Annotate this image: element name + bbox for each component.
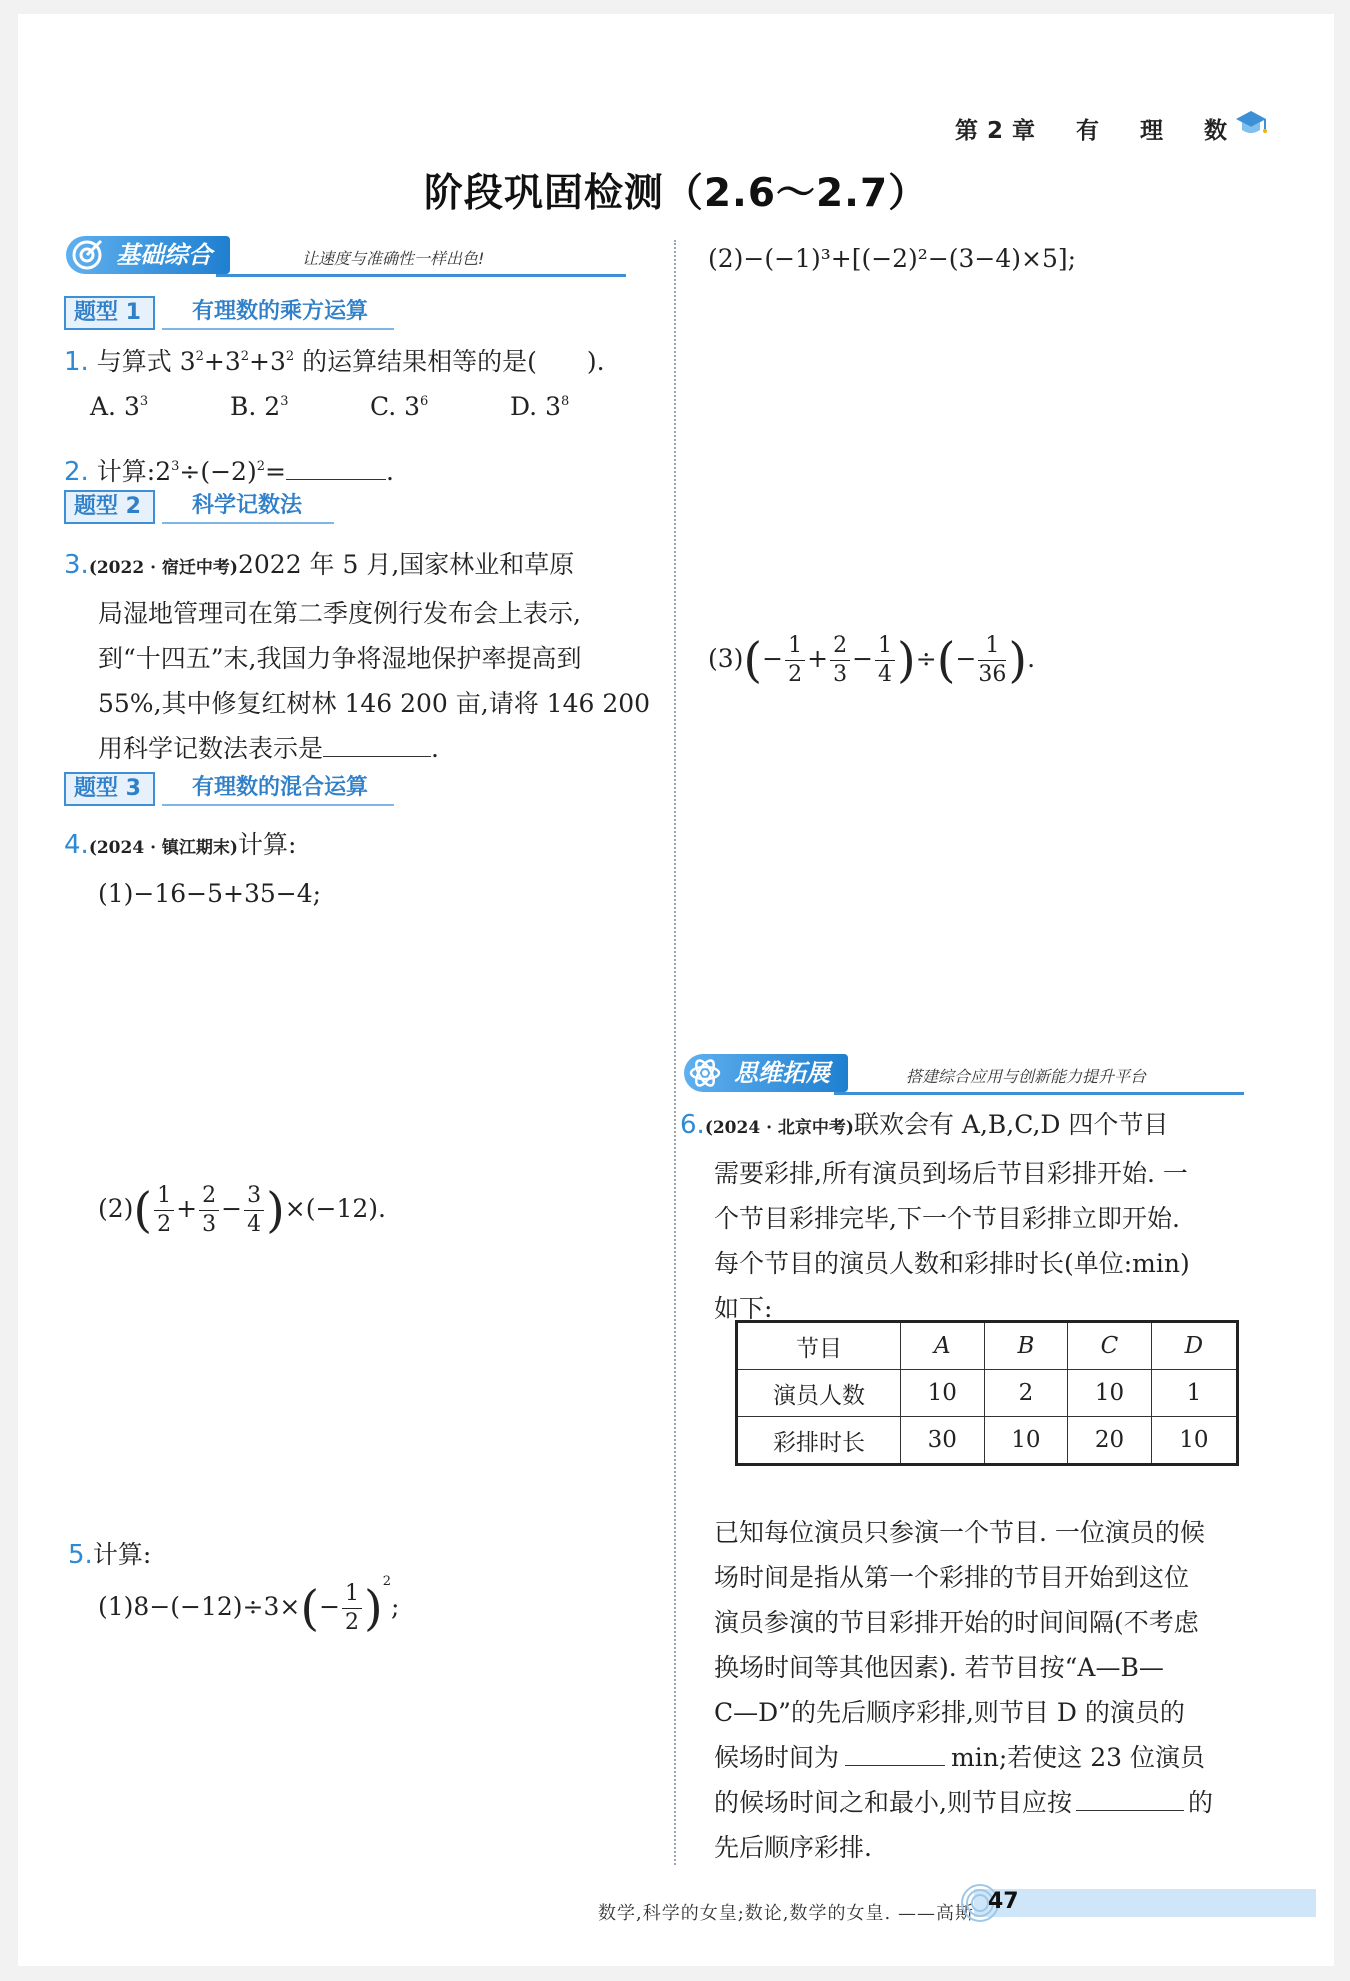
question-number: 4. [64, 830, 89, 860]
table-row [737, 1417, 1238, 1465]
operator: − [319, 1592, 341, 1621]
fraction: $\frac{1}{2}$ [785, 632, 805, 689]
fraction: $\frac{2}{3}$ [830, 632, 850, 689]
question-text: 到“十四五”末,我国力争将湿地保护率提高到 [98, 644, 582, 673]
operator: ÷ [915, 644, 937, 673]
graduation-cap-icon [1234, 106, 1268, 140]
question-text: 与算式 3 [96, 347, 196, 376]
type-label: 有理数的混合运算 [192, 775, 369, 800]
fraction: $\frac{1}{2}$ [154, 1182, 174, 1239]
question-text: 联欢会有 A,B,C,D 四个节目 [853, 1110, 1169, 1139]
option-c[interactable]: C. $3^6$ [370, 392, 429, 421]
table-cell: 10 [984, 1417, 1068, 1465]
footer-quote: 数学,科学的女皇;数论,数学的女皇. ——高斯 [598, 1903, 974, 1924]
question-text: 计算: [237, 830, 297, 859]
question-text: 每个节目的演员人数和彩排时长(单位:min) [714, 1249, 1190, 1278]
sub-question-4-2-right: (2)−(−1)³+[(−2)²−(3−4)×5]; [708, 244, 1077, 273]
semicolon: ; [391, 1592, 400, 1621]
table-cell: A [901, 1322, 985, 1370]
question-text: = [264, 457, 286, 486]
paren-open: ( [300, 1580, 320, 1637]
answer-blank[interactable] [286, 453, 386, 480]
paren-open: ( [133, 1182, 153, 1239]
exponent: 2 [195, 349, 204, 364]
atom-icon [688, 1056, 722, 1090]
paren-close: ) [266, 1182, 285, 1239]
question-text: 先后顺序彩排. [714, 1833, 872, 1862]
question-text: min;若使这 23 位演员 [951, 1743, 1205, 1772]
type-label: 科学记数法 [192, 493, 303, 518]
paren-open: ( [743, 632, 763, 689]
page [18, 14, 1334, 1966]
operator: + [176, 1194, 198, 1223]
target-icon [70, 238, 104, 272]
type-heading-3 [64, 772, 394, 804]
sub-question-5-1 [98, 1574, 399, 1637]
page-title: 阶段巩固检测（2.6～2.7） [423, 171, 929, 216]
question-text: 如下: [714, 1294, 773, 1323]
sub-label: (3) [708, 644, 744, 673]
exponent: 2 [382, 1574, 392, 1589]
sub-label: (2) [98, 1194, 134, 1223]
banner-underline [216, 274, 626, 277]
answer-blank[interactable] [1076, 1784, 1184, 1811]
exponent: 2 [240, 349, 250, 364]
operator: + [807, 644, 829, 673]
question-text: ÷(−2) [179, 457, 257, 486]
question-text: 场时间是指从第一个彩排的节目开始到这位 [714, 1563, 1190, 1592]
expression-head: (1)8−(−12)÷3× [98, 1592, 301, 1621]
exponent: 3 [171, 459, 180, 474]
sub-question-4-2 [98, 1182, 386, 1239]
type-heading-2 [64, 490, 334, 522]
question-number: 3. [64, 550, 89, 580]
question-3 [64, 542, 664, 771]
table-row [737, 1370, 1238, 1417]
table-cell: 2 [984, 1370, 1068, 1417]
fraction: $\frac{2}{3}$ [199, 1182, 219, 1239]
section-tagline: 让速度与准确性一样出色! [302, 249, 485, 268]
type-heading-1 [64, 296, 394, 328]
question-number: 2. [64, 457, 89, 487]
table-cell: 彩排时长 [737, 1417, 901, 1465]
type-underline [162, 522, 334, 524]
question-text: 已知每位演员只参演一个节目. 一位演员的候 [714, 1518, 1205, 1547]
paren-close: ) [364, 1580, 383, 1637]
type-underline [162, 328, 394, 330]
section-banner-basic [66, 236, 626, 276]
question-text: 2022 年 5 月,国家林业和草原 [237, 550, 575, 579]
operator: − [955, 644, 977, 673]
question-source: (2024 · 镇江期末) [88, 838, 238, 858]
table-cell: 10 [1068, 1370, 1152, 1417]
question-text: 的 [1187, 1788, 1213, 1817]
question-text: 的运算结果相等的是( ). [294, 347, 605, 376]
question-text: 计算:2 [96, 457, 172, 486]
question-text: C—D”的先后顺序彩排,则节目 D 的演员的 [714, 1698, 1185, 1727]
option-d[interactable]: D. $3^8$ [510, 392, 570, 421]
column-divider [674, 240, 676, 1865]
question-text: 计算: [92, 1540, 152, 1569]
question-text: 换场时间等其他因素). 若节目按“A—B— [714, 1653, 1164, 1682]
table-header-row [737, 1322, 1238, 1370]
expression-tail: ×(−12). [284, 1194, 386, 1223]
question-text: 用科学记数法表示是 [98, 734, 324, 763]
section-label: 思维拓展 [684, 1054, 848, 1092]
section-banner-extension [684, 1054, 1244, 1094]
type-box: 题型 2 [64, 490, 155, 524]
sub-question-4-3 [708, 632, 1035, 689]
paren-open: ( [936, 632, 956, 689]
section-label: 基础综合 [66, 236, 230, 274]
table-cell: 10 [1151, 1417, 1237, 1465]
type-label: 有理数的乘方运算 [192, 299, 369, 324]
question-4 [64, 822, 654, 916]
table-cell: 10 [901, 1370, 985, 1417]
question-text: 需要彩排,所有演员到场后节目彩排开始. 一 [714, 1159, 1188, 1188]
answer-blank[interactable] [323, 730, 431, 757]
question-1 [64, 334, 654, 385]
question-number: 5. [68, 1540, 93, 1570]
period: . [1027, 644, 1036, 673]
type-box: 题型 1 [64, 296, 155, 330]
fraction: $\frac{1}{2}$ [342, 1580, 362, 1637]
fraction: $\frac{3}{4}$ [244, 1182, 264, 1239]
table-cell: 20 [1068, 1417, 1152, 1465]
option-a[interactable]: A. $3^3$ [90, 392, 149, 421]
table-cell: B [984, 1322, 1068, 1370]
rehearsal-table [735, 1320, 1239, 1466]
option-b[interactable]: B. $2^3$ [230, 392, 289, 421]
question-text: +3 [249, 347, 286, 376]
banner-underline [834, 1092, 1244, 1095]
fraction: $\frac{1}{4}$ [875, 632, 895, 689]
question-2 [64, 444, 654, 495]
question-text: 55%,其中修复红树林 146 200 亩,请将 146 200 [98, 689, 651, 718]
question-text: 演员参演的节目彩排开始的时间间隔(不考虑 [714, 1608, 1199, 1637]
question-text: 的候场时间之和最小,则节目应按 [714, 1788, 1072, 1817]
operator: − [852, 644, 874, 673]
type-underline [162, 804, 394, 806]
table-cell: D [1151, 1322, 1237, 1370]
question-text: +3 [203, 347, 241, 376]
type-box: 题型 3 [64, 772, 155, 806]
exponent: 2 [285, 349, 295, 364]
question-6-continued [714, 1510, 1304, 1870]
table-cell: 1 [1151, 1370, 1237, 1417]
table-cell: 演员人数 [737, 1370, 901, 1417]
table-cell: 节目 [737, 1322, 901, 1370]
table-cell: 30 [901, 1417, 985, 1465]
question-number: 6. [680, 1110, 705, 1140]
question-5 [68, 1532, 658, 1578]
question-6 [680, 1102, 1300, 1331]
fraction: $\frac{1}{36}$ [978, 633, 1007, 687]
question-text: 局湿地管理司在第二季度例行发布会上表示, [98, 599, 581, 628]
question-number: 1. [64, 347, 89, 377]
period: . [385, 457, 394, 486]
sub-question-1: (1)−16−5+35−4; [98, 879, 322, 908]
period: . [431, 734, 439, 763]
question-text: 候场时间为 [714, 1743, 840, 1772]
chapter-header: 第2章 有 理 数 [954, 118, 1236, 144]
operator: − [762, 644, 784, 673]
question-source: (2024 · 北京中考) [704, 1118, 854, 1138]
paren-close: ) [1008, 632, 1028, 689]
question-text: 个节目彩排完毕,下一个节目彩排立即开始. [714, 1204, 1180, 1233]
exponent: 2 [256, 459, 265, 474]
operator: − [221, 1194, 243, 1223]
section-tagline: 搭建综合应用与创新能力提升平台 [906, 1067, 1147, 1086]
paren-close: ) [897, 632, 916, 689]
page-number: 47 [988, 1889, 1019, 1914]
question-source: (2022 · 宿迁中考) [88, 558, 238, 578]
table-cell: C [1068, 1322, 1152, 1370]
answer-blank[interactable] [845, 1739, 945, 1766]
